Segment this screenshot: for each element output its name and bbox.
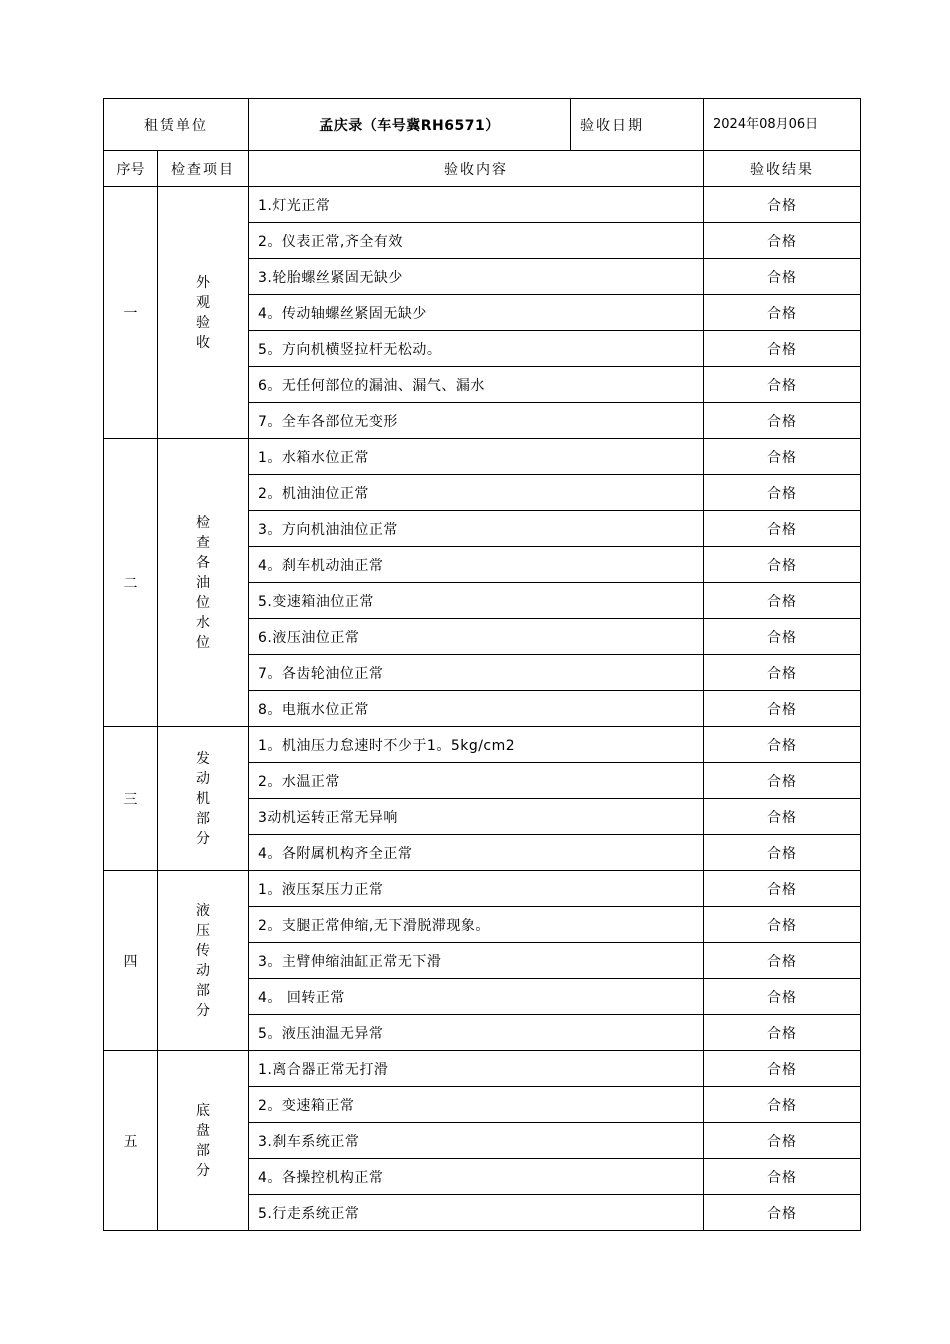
section-item xyxy=(158,727,249,871)
check-content: 4。传动轴螺丝紧固无缺少 xyxy=(249,295,704,331)
check-result: 合格 xyxy=(704,727,861,763)
check-content: 1.灯光正常 xyxy=(249,187,704,223)
check-content: 4。各操控机构正常 xyxy=(249,1159,704,1195)
check-result: 合格 xyxy=(704,1087,861,1123)
section-item-label: 发动机部分 xyxy=(196,750,210,847)
check-result: 合格 xyxy=(704,403,861,439)
check-result: 合格 xyxy=(704,691,861,727)
check-content: 4。各附属机构齐全正常 xyxy=(249,835,704,871)
check-result: 合格 xyxy=(704,223,861,259)
check-result: 合格 xyxy=(704,1123,861,1159)
section-seq: 三 xyxy=(104,727,158,871)
check-content: 2。变速箱正常 xyxy=(249,1087,704,1123)
check-content: 1。机油压力怠速时不少于1。5kg/cm2 xyxy=(249,727,704,763)
check-content: 1.离合器正常无打滑 xyxy=(249,1051,704,1087)
check-content: 3。方向机油油位正常 xyxy=(249,511,704,547)
check-result: 合格 xyxy=(704,295,861,331)
section-seq: 五 xyxy=(104,1051,158,1231)
section-item-label: 液压传动部分 xyxy=(196,902,210,1019)
check-content: 7。全车各部位无变形 xyxy=(249,403,704,439)
check-content: 3.轮胎螺丝紧固无缺少 xyxy=(249,259,704,295)
section-seq: 二 xyxy=(104,439,158,727)
check-result: 合格 xyxy=(704,835,861,871)
check-content: 4。 回转正常 xyxy=(249,979,704,1015)
table-row xyxy=(104,871,861,907)
check-result: 合格 xyxy=(704,187,861,223)
check-result: 合格 xyxy=(704,583,861,619)
check-content: 8。电瓶水位正常 xyxy=(249,691,704,727)
check-result: 合格 xyxy=(704,1015,861,1051)
check-content: 2。机油油位正常 xyxy=(249,475,704,511)
check-result: 合格 xyxy=(704,799,861,835)
check-result: 合格 xyxy=(704,943,861,979)
column-header-item: 检查项目 xyxy=(158,151,249,187)
section-item-label: 底盘部分 xyxy=(196,1102,210,1179)
table-row xyxy=(104,187,861,223)
acceptance-checklist-table xyxy=(103,98,861,1231)
check-result: 合格 xyxy=(704,259,861,295)
check-result: 合格 xyxy=(704,1195,861,1231)
column-header-content: 验收内容 xyxy=(249,151,704,187)
check-result: 合格 xyxy=(704,475,861,511)
check-result: 合格 xyxy=(704,907,861,943)
check-result: 合格 xyxy=(704,439,861,475)
section-item xyxy=(158,439,249,727)
check-content: 6.液压油位正常 xyxy=(249,619,704,655)
renter-name: 孟庆录（车号冀RH6571） xyxy=(249,99,571,151)
check-result: 合格 xyxy=(704,511,861,547)
check-result: 合格 xyxy=(704,547,861,583)
section-item-label: 外观验收 xyxy=(196,274,210,351)
check-result: 合格 xyxy=(704,1051,861,1087)
check-result: 合格 xyxy=(704,367,861,403)
section-seq: 四 xyxy=(104,871,158,1051)
check-content: 4。刹车机动油正常 xyxy=(249,547,704,583)
check-content: 1。液压泵压力正常 xyxy=(249,871,704,907)
acceptance-date-label: 验收日期 xyxy=(571,99,704,151)
check-content: 3.刹车系统正常 xyxy=(249,1123,704,1159)
check-content: 1。水箱水位正常 xyxy=(249,439,704,475)
check-result: 合格 xyxy=(704,1159,861,1195)
renter-label: 租赁单位 xyxy=(104,99,249,151)
check-content: 5。方向机横竖拉杆无松动。 xyxy=(249,331,704,367)
check-content: 5.行走系统正常 xyxy=(249,1195,704,1231)
check-result: 合格 xyxy=(704,763,861,799)
table-row xyxy=(104,439,861,475)
column-header-result: 验收结果 xyxy=(704,151,861,187)
check-result: 合格 xyxy=(704,655,861,691)
column-header-row xyxy=(104,151,861,187)
section-item xyxy=(158,1051,249,1231)
check-content: 7。各齿轮油位正常 xyxy=(249,655,704,691)
table-row xyxy=(104,727,861,763)
table-row xyxy=(104,1051,861,1087)
check-content: 3动机运转正常无异响 xyxy=(249,799,704,835)
check-result: 合格 xyxy=(704,619,861,655)
check-content: 6。无任何部位的漏油、漏气、漏水 xyxy=(249,367,704,403)
check-content: 5.变速箱油位正常 xyxy=(249,583,704,619)
check-result: 合格 xyxy=(704,979,861,1015)
acceptance-date: 2024年08月06日 xyxy=(704,99,861,151)
header-row xyxy=(104,99,861,151)
column-header-seq: 序号 xyxy=(104,151,158,187)
check-content: 2。支腿正常伸缩,无下滑脱滞现象。 xyxy=(249,907,704,943)
check-content: 2。仪表正常,齐全有效 xyxy=(249,223,704,259)
section-item xyxy=(158,871,249,1051)
check-content: 2。水温正常 xyxy=(249,763,704,799)
section-seq: 一 xyxy=(104,187,158,439)
check-result: 合格 xyxy=(704,331,861,367)
section-item xyxy=(158,187,249,439)
check-content: 5。液压油温无异常 xyxy=(249,1015,704,1051)
check-content: 3。主臂伸缩油缸正常无下滑 xyxy=(249,943,704,979)
check-result: 合格 xyxy=(704,871,861,907)
section-item-label: 检查各油位水位 xyxy=(196,514,210,651)
